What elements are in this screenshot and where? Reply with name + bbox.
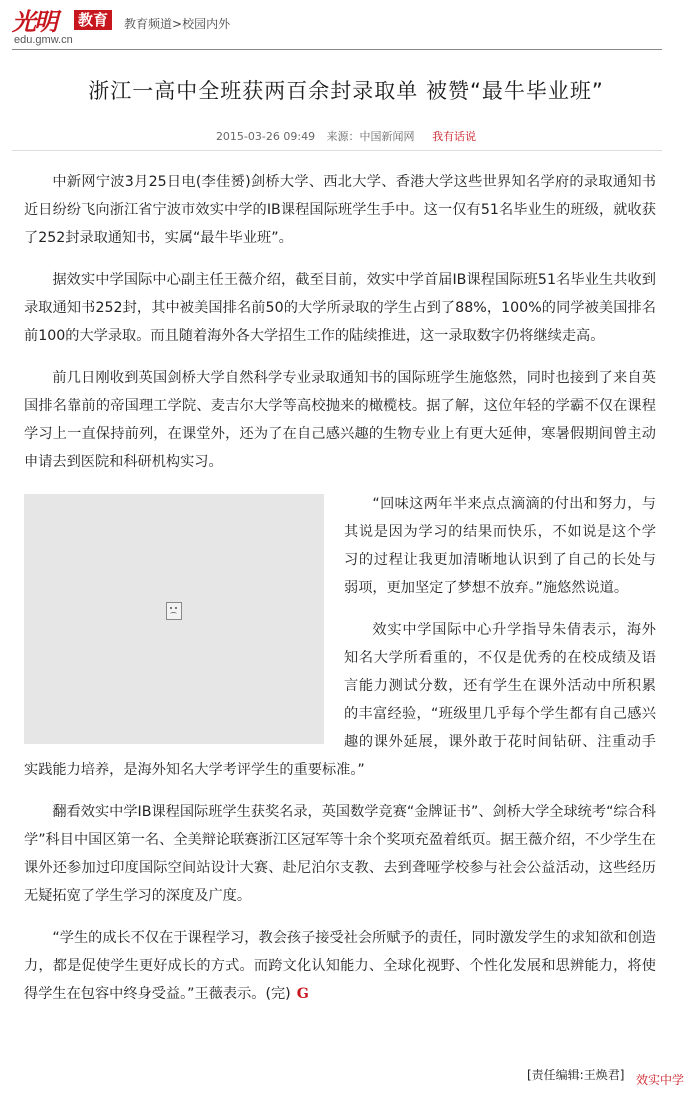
meta-divider [12, 150, 662, 151]
site-header [0, 0, 692, 52]
breadcrumb-separator: > [172, 17, 183, 31]
responsible-editor: [责任编辑:王焕君] [527, 1068, 625, 1082]
breadcrumb [124, 15, 230, 32]
breadcrumb-channel-link[interactable]: 教育频道 [124, 17, 173, 31]
article-meta [0, 128, 692, 144]
breadcrumb-section-link[interactable]: 校园内外 [182, 17, 231, 31]
broken-image-icon [166, 602, 182, 620]
article-body [24, 168, 656, 1022]
site-logo[interactable] [12, 4, 117, 48]
paragraph-7 [24, 924, 656, 1008]
keyword-tag[interactable]: 效实中学 [636, 1073, 685, 1087]
article-image-placeholder [24, 494, 324, 744]
paragraph-7-text: “学生的成长不仅在于课程学习，教会孩子接受社会所赋予的责任，同时激发学生的求知欲和创造力，都是促使学生更好成长的方式。而跨文化认知能力、全球化视野、个性化发展和思辨能力，将使得学生在包容中终身受益。”王薇表示。(完) [24, 930, 656, 1002]
article-date: 2015-03-26 09:49 [215, 130, 316, 143]
logo-script: 光明 [12, 7, 56, 36]
logo-url: edu.gmw.cn [14, 34, 73, 46]
paragraph-5: 效实中学国际中心升学指导朱倩表示，海外知名大学所看重的，不仅是优秀的在校成绩及语言能力测试分数，还有学生在课外活动中所积累的丰富经验，“班级里几乎每个学生都有自己感兴趣的课外延展，课外敢于花时间钻研、注重动手实践能力培养，是海外知名大学考评学生的重要标准。” [24, 622, 656, 778]
paragraph-4: “回味这两年半来点点滴滴的付出和努力，与其说是因为学习的结果而快乐，不如说是这个学习的过程让我更加清晰地认识到了自己的长处与弱项，更加坚定了梦想不放弃。”施悠然说道。 [344, 496, 656, 596]
paragraph-6: 翻看效实中学IB课程国际班学生获奖名录，英国数学竞赛“金牌证书”、剑桥大学全球统考“综合科学”科目中国区第一名、全美辩论联赛浙江区冠军等十余个奖项充盈着纸页。据王薇介绍，不少学生在课外还参加过印度国际空间站设计大赛、赴尼泊尔支教、去到聋哑学校参与社会公益活动，这些经历无疑拓宽了学生学习的深度及广度。 [24, 804, 656, 904]
article-title: 浙江一高中全班获两百余封录取单 被赞“最牛毕业班” [88, 79, 604, 103]
paragraph-2: 据效实中学国际中心副主任王薇介绍，截至目前，效实中学首届IB课程国际班51名毕业生共收到录取通知书252封，其中被美国排名前50的大学所录取的学生占到了88%，100%的同学被美国排名前100的大学录取。而且随着海外各大学招生工作的陆续推进，这一录取数字仍将继续走高。 [24, 272, 656, 344]
logo-channel-badge: 教育 [74, 10, 112, 30]
header-divider [12, 49, 662, 50]
comment-link[interactable]: 我有话说 [432, 130, 477, 143]
article-source: 来源：中国新闻网 [326, 130, 415, 143]
site-g-icon: G [296, 986, 309, 1002]
paragraph-1: 中新网宁波3月25日电(李佳赟)剑桥大学、西北大学、香港大学这些世界知名学府的录取通知书近日纷纷飞向浙江省宁波市效实中学的IB课程国际班学生手中。这一仅有51名毕业生的班级，就收获了252封录取通知书，实属“最牛毕业班”。 [24, 174, 656, 246]
paragraph-3: 前几日刚收到英国剑桥大学自然科学专业录取通知书的国际班学生施悠然，同时也接到了来自英国排名靠前的帝国理工学院、麦吉尔大学等高校抛来的橄榄枝。据了解，这位年轻的学霸不仅在课程学习上一直保持前列，在课堂外，还为了在自己感兴趣的生物专业上有更大延伸，寒暑假期间曾主动申请去到医院和科研机构实习。 [24, 370, 656, 470]
